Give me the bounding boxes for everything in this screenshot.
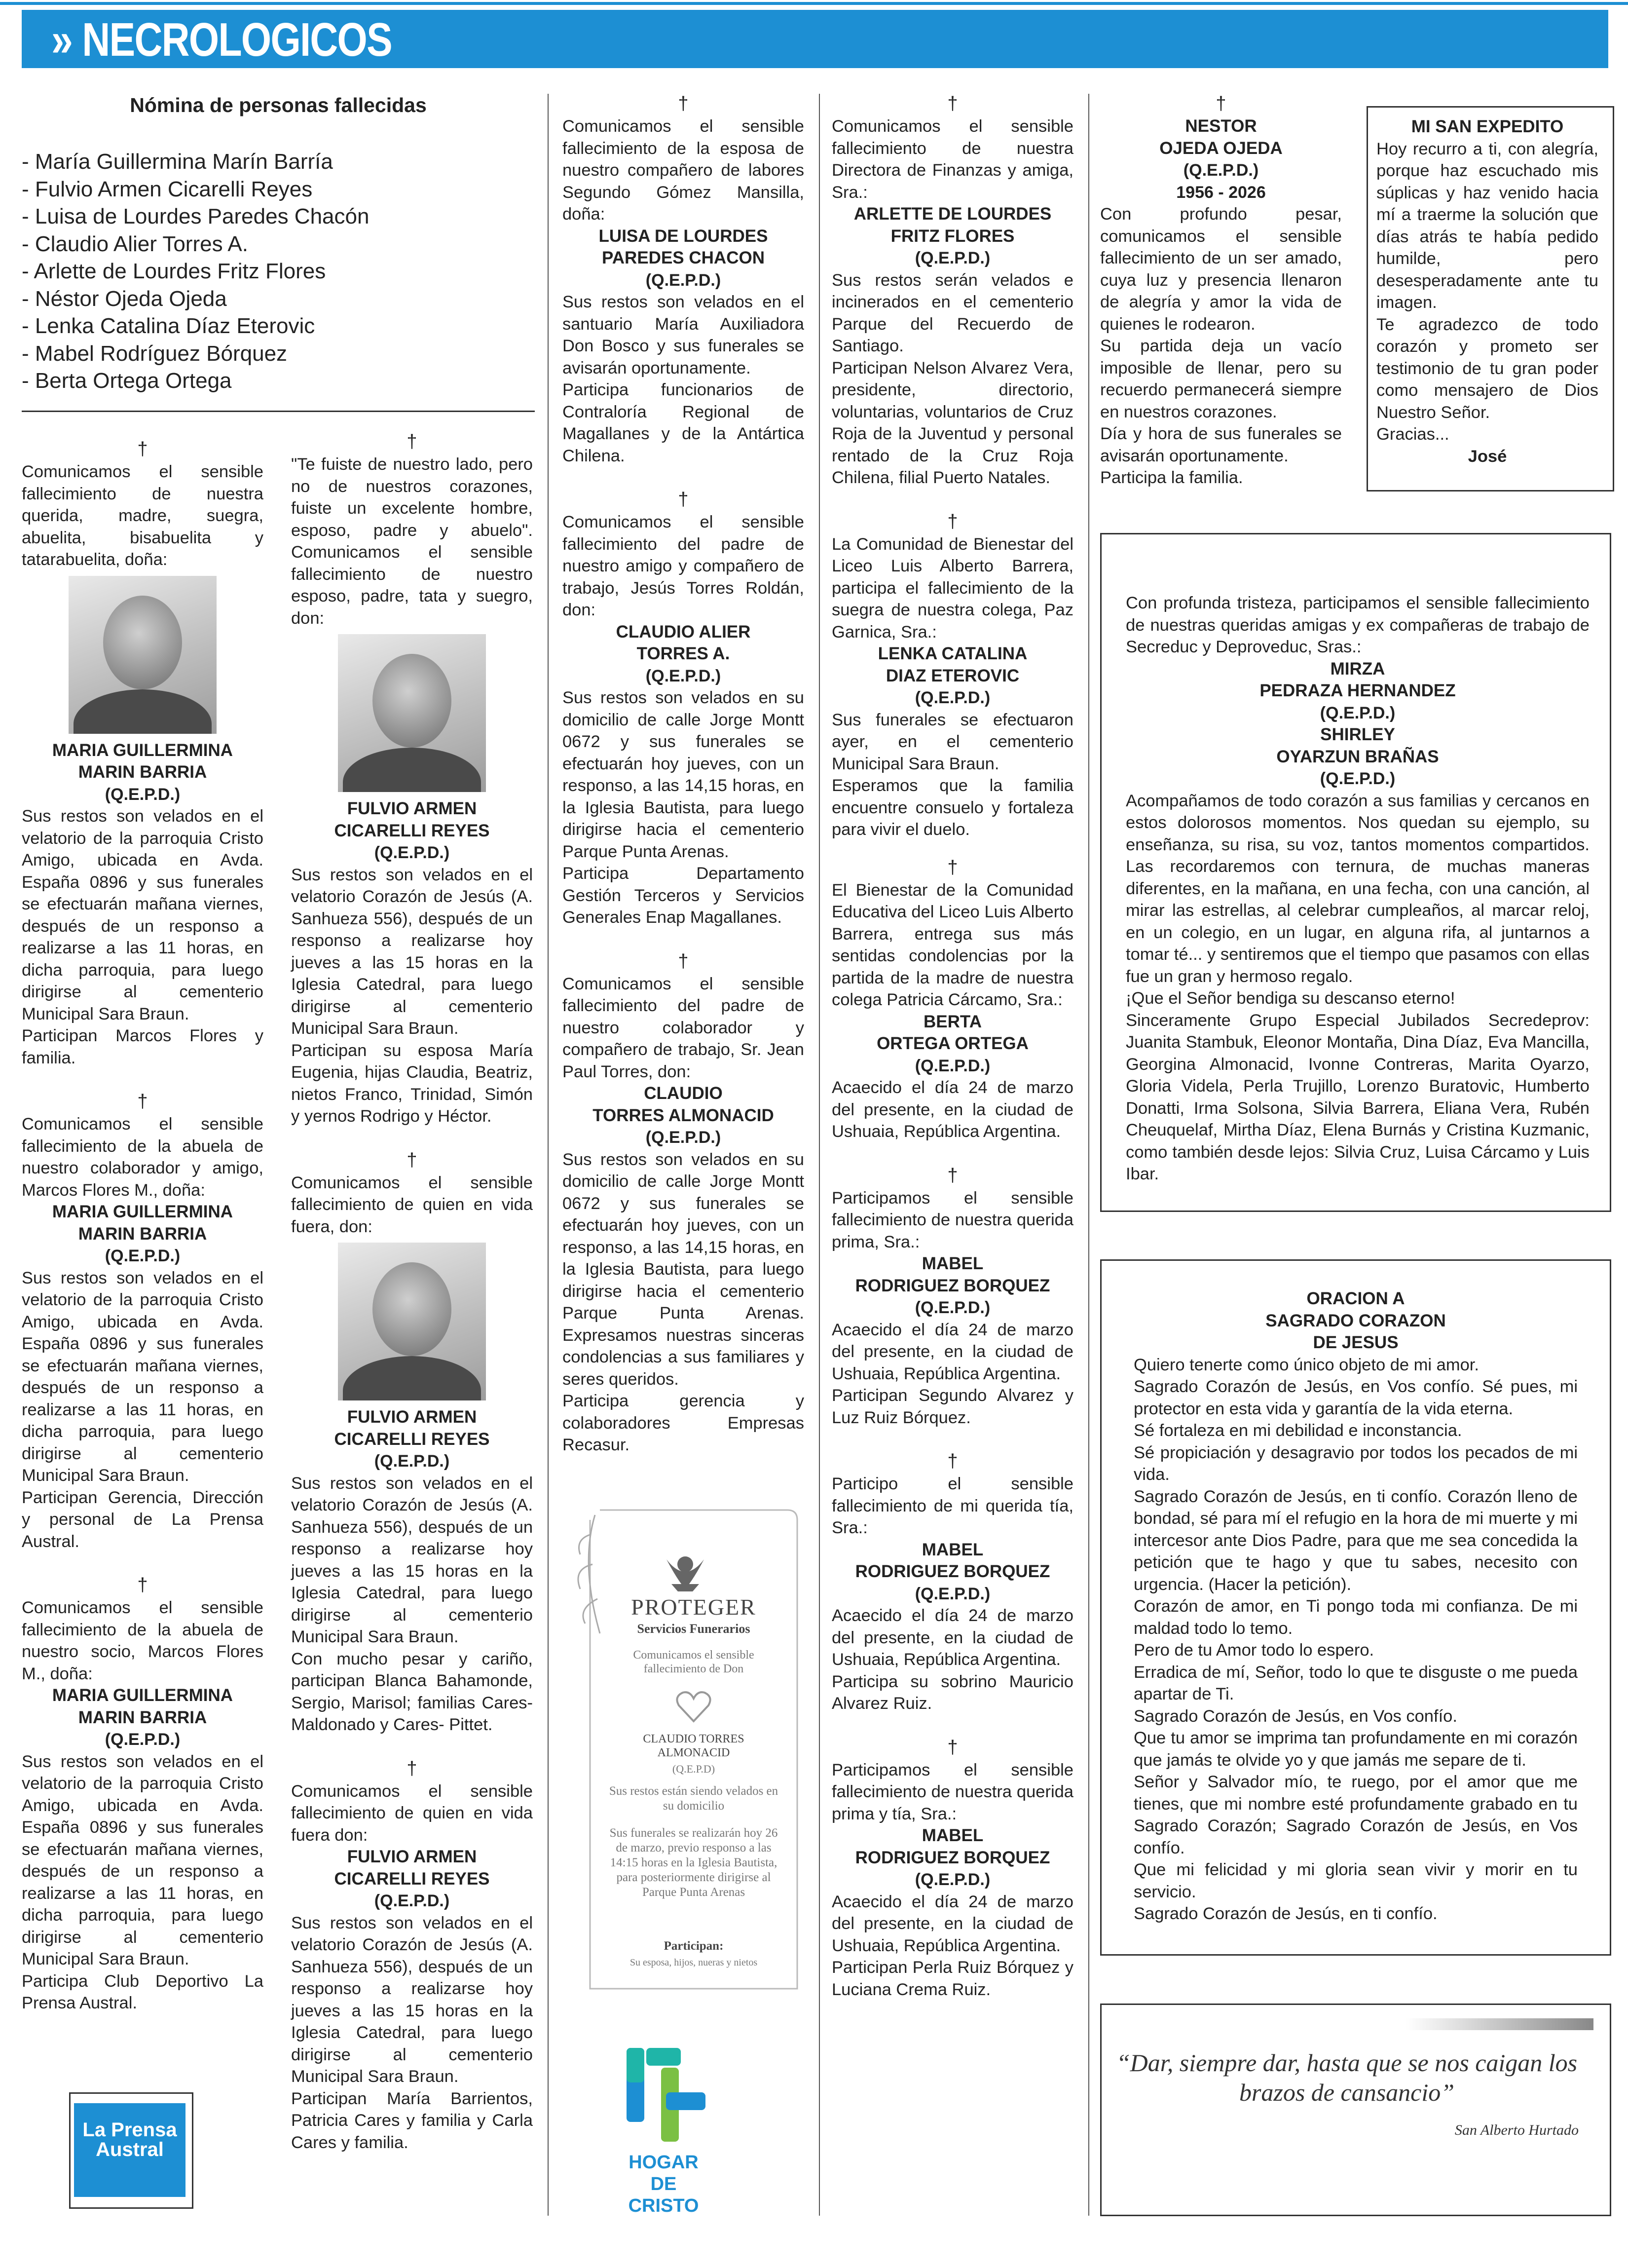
notice (22, 1092, 263, 1552)
qepd-label: (Q.E.P.D.) (1183, 161, 1259, 180)
notice (832, 94, 1073, 489)
prayer-line: Quiero tenerte como único objeto de mi amor. (1134, 1355, 1479, 1374)
notice (22, 439, 263, 1069)
proteger-brand: PROTEGER (631, 1594, 756, 1620)
notice-intro: Con profunda tristeza, participamos el sensible fallecimiento de nuestras queridas amigas y ex compañeras de trabajo de Secreduc y Deproveduc, Sras.: (1126, 594, 1590, 656)
notice-body: Sus funerales se efectuaron ayer, en el cementerio Municipal Sara Braun. (832, 710, 1073, 773)
qepd-label: (Q.E.P.D.) (645, 270, 721, 290)
oracion-prayer (1134, 1288, 1578, 1925)
deceased-surname: PAREDES CHACON (602, 248, 765, 267)
deceased-name: CLAUDIO ALIER (616, 622, 751, 642)
cross-icon: † (1216, 93, 1226, 114)
notice-signature: Sinceramente Grupo Especial Jubilados Secredeprov: Juanita Stambuk, Eleonor Montaña, Dina Díaz, Eva Mancilla, Georgina Almonacid, Ivonne Contreras, Marita Oyarzo, Gloria Videla, Perla Trujillo, Lorenzo Buratovic, Humberto Donatti, Irma Solsona, Silvia Barrera, Eliana Vera, Rubén Cheuquelaf, Mirtha Díaz, Elena Burnás y Cristina Kuzmanic, como también desde lejos: Silvia Cruz, Luisa Cárcamo y Luis Ibar. (1126, 1011, 1590, 1183)
column-5-nestor (1100, 94, 1342, 489)
notice-intro: "Te fuiste de nuestro lado, pero no de nuestros corazones, fuiste un excelente hombre, esposo, padre y abuelo". Comunicamos el sensible fallecimiento de nuestro esposo, padre, tata y suegro, don: (291, 455, 533, 628)
deceased-name: MARIA GUILLERMINA (52, 1202, 233, 1221)
deceased-surname: RODRIGUEZ BORQUEZ (855, 1276, 1050, 1295)
prayer-title: ORACION A (1306, 1289, 1405, 1308)
notice-signature: Participan Marcos Flores y familia. (22, 1026, 263, 1067)
section-banner (22, 10, 1608, 68)
column-divider (819, 94, 820, 2216)
qepd-label: (Q.E.P.D.) (105, 1730, 181, 1749)
notice-closing: ¡Que el Señor bendiga su descanso eterno! (1126, 989, 1455, 1008)
notice-signature: Participan Gerencia, Dirección y personal de La Prensa Austral. (22, 1488, 263, 1551)
notice-body: Sus restos son velados en el santuario María Auxiliadora Don Bosco y sus funerales se avisarán oportunamente. (562, 293, 804, 378)
notice-signature: Participa Departamento Gestión Terceros y Servicios Generales Enap Magallanes. (562, 864, 804, 927)
qepd-label: (Q.E.P.D.) (105, 1247, 181, 1265)
notice-intro: El Bienestar de la Comunidad Educativa del Liceo Luis Alberto Barrera, entrega sus más sentidas condolencias por la partida de la madre de nuestra colega Patricia Cárcamo, Sra.: (832, 880, 1073, 1009)
notice-signature: Participa funcionarios de Contraloría Regional de Magallanes y de la Antártica Chilena. (562, 380, 804, 465)
notice (291, 432, 533, 1128)
prayer-signature: José (1468, 447, 1507, 466)
prayer-line: Erradica de mí, Señor, todo lo que te disguste o me pueda apartar de Ti. (1134, 1663, 1578, 1703)
deceased-name: MABEL (922, 1826, 984, 1845)
nomina-list (22, 148, 535, 395)
prayer-line: Sé fortaleza en mi debilidad e inconstancia. (1134, 1421, 1462, 1440)
cross-icon: † (947, 93, 958, 114)
prayer-line: Que mi felicidad y mi gloria sean vivir y morir en tu servicio. (1134, 1860, 1578, 1901)
proteger-participan: Participan: (664, 1939, 724, 1953)
notice (832, 1451, 1073, 1715)
notice-body: Sus restos son velados en el velatorio de la parroquia Cristo Amigo, ubicada en Avda. España 0896 y sus funerales se efectuarán mañana viernes, después de un responso a realizarse a las 11 horas, en dicha parroquia, para luego dirigirse al cementerio Municipal Sara Braun. (22, 1752, 263, 1968)
proteger-surname: ALMONACID (657, 1746, 730, 1759)
notice-signature: Participa gerencia y colaboradores Empresas Recasur. (562, 1392, 804, 1454)
hogar-line1: HOGAR (629, 2152, 699, 2173)
notice-intro: Participo el sensible fallecimiento de mi querida tía, Sra.: (832, 1474, 1073, 1537)
notice (562, 94, 804, 467)
deceased-name: MARIA GUILLERMINA (52, 740, 233, 760)
notice-body: Sus restos son velados en el velatorio Corazón de Jesús (A. Sanhueza 556), después de un responso a realizarse hoy jueves a las 15 horas en la Iglesia Catedral, para luego dirigirse al cementerio Municipal Sara Braun. (291, 865, 533, 1038)
deceased-surname: MARIN BARRIA (78, 1707, 207, 1727)
deceased-surname: OYARZUN BRAÑAS (1276, 747, 1439, 766)
cross-icon: † (407, 1149, 417, 1171)
deceased-surname: ORTEGA ORTEGA (877, 1034, 1029, 1053)
deceased-name: LENKA CATALINA (878, 644, 1028, 663)
notice-body: Acaecido el día 24 de marzo del presente, en la ciudad de Ushuaia, República Argentina. (832, 1078, 1073, 1141)
nomina-item: - Arlette de Lourdes Fritz Flores (22, 259, 326, 283)
cross-icon: † (678, 93, 689, 114)
notice (291, 1150, 533, 1736)
notice-intro: Comunicamos el sensible fallecimiento de la abuela de nuestro colaborador y amigo, Marcos Flores M., doña: (22, 1115, 263, 1200)
prayer-line: Sé propiciación y desagravio por todos los pecados de mi vida. (1134, 1443, 1578, 1484)
notice-signature: Participan María Barrientos, Patricia Cares y familia y Carla Cares y familia. (291, 2089, 533, 2152)
nomina-item: - Luisa de Lourdes Paredes Chacón (22, 204, 370, 228)
notice-signature: Participan Perla Ruiz Bórquez y Luciana Crema Ruiz. (832, 1958, 1073, 1999)
qepd-label: (Q.E.P.D.) (915, 249, 991, 267)
nomina-item: - Mabel Rodríguez Bórquez (22, 341, 288, 366)
prayer-line: Sagrado Corazón de Jesús, en Vos confío. Sé pues, mi protector en esta vida y garantía de la vida eterna. (1134, 1377, 1578, 1418)
notice-intro: Participamos el sensible fallecimiento de nuestra querida prima y tía, Sra.: (832, 1760, 1073, 1823)
nomina-item: - Néstor Ojeda Ojeda (22, 286, 227, 311)
notice-signature: Participa su sobrino Mauricio Alvarez Ruiz. (832, 1672, 1073, 1713)
prayer-line: Sagrado Corazón de Jesús, en Vos confío. (1134, 1706, 1457, 1726)
cross-icon: † (947, 1165, 958, 1186)
deceased-name: FULVIO ARMEN (347, 1847, 477, 1866)
nomina-item: - Lenka Catalina Díaz Eterovic (22, 314, 315, 338)
notice-intro: Comunicamos el sensible fallecimiento de la esposa de nuestro compañero de labores Segundo Gómez Mansilla, doña: (562, 117, 804, 224)
column-4 (832, 94, 1073, 2001)
qepd-label: (Q.E.P.D.) (105, 785, 181, 804)
deceased-name: MARIA GUILLERMINA (52, 1686, 233, 1705)
qepd-label: (Q.E.P.D.) (915, 1056, 991, 1075)
qepd-label: (Q.E.P.D.) (1320, 769, 1396, 788)
proteger-intro: Comunicamos el sensible fallecimiento de Don (633, 1649, 754, 1675)
la-prensa-austral-logo: La Prensa Austral (74, 2103, 185, 2197)
hogar-de-cristo-logo (617, 2038, 710, 2216)
qepd-label: (Q.E.P.D.) (374, 843, 450, 862)
deceased-surname: CICARELLI REYES (334, 821, 490, 840)
notice-signature: Participan su esposa María Eugenia, hijas Claudia, Beatriz, nietos Franco, Trinidad, Simón y yernos Rodrigo y Héctor. (291, 1041, 533, 1126)
cross-icon: † (678, 489, 689, 510)
notice-intro: Comunicamos el sensible fallecimiento de nuestra querida, madre, suegra, abuelita, bisabuelita y tatarabuelita, doña: (22, 462, 263, 569)
deceased-surname: MARIN BARRIA (78, 1224, 207, 1244)
column-divider (548, 94, 549, 2216)
quote-author: San Alberto Hurtado (1454, 2122, 1579, 2138)
cross-icon: † (947, 1737, 958, 1758)
deceased-surname: CICARELLI REYES (334, 1429, 490, 1449)
cross-icon: † (947, 857, 958, 878)
qepd-label: (Q.E.P.D.) (374, 1891, 450, 1910)
quote-frame (1100, 2003, 1611, 2216)
deceased-surname: OJEDA OJEDA (1159, 138, 1283, 158)
proteger-sub: Servicios Funerarios (637, 1622, 750, 1636)
qepd-label: (Q.E.P.D.) (645, 1128, 721, 1147)
notice (562, 951, 804, 1456)
nomina-item: - Berta Ortega Ortega (22, 369, 232, 393)
deceased-name: ARLETTE DE LOURDES (853, 204, 1052, 224)
notice-body: Sus restos son velados en su domicilio de calle Jorge Montt 0672 y sus funerales se efectuarán hoy jueves, con un responso, a las 14,15 horas, en la Iglesia Bautista, para luego dirigirse hacia el cementerio Parque Punta Arenas. Expresamos nuestras sinceras condolencias a sus familiares y seres queridos. (562, 1150, 804, 1389)
nomina-item: - María Guillermina Marín Barría (22, 150, 333, 174)
deceased-surname: RODRIGUEZ BORQUEZ (855, 1848, 1050, 1867)
deceased-name: NESTOR (1185, 116, 1257, 136)
notice-intro: Comunicamos el sensible fallecimiento de quien en vida fuera don: (291, 1781, 533, 1845)
san-expedito-prayer (1376, 116, 1598, 467)
deceased-name: FULVIO ARMEN (347, 799, 477, 818)
notice-body: Sus restos son velados en el velatorio Corazón de Jesús (A. Sanhueza 556), después de un responso a realizarse hoy jueves a las 15 horas en la Iglesia Catedral, para luego dirigirse al cementerio Municipal Sara Braun. (291, 1474, 533, 1646)
deceased-name: SHIRLEY (1320, 725, 1395, 744)
prayer-paragraph: Hoy recurro a ti, con alegría, porque haz escuchado mis súplicas y haz venido hacia mí a traerme la solución que días atrás te había pedido humilde, pero desesperadamente ante tu imagen. (1376, 139, 1598, 312)
notice-intro: Comunicamos el sensible fallecimiento del padre de nuestro amigo y compañero de trabajo, Jesús Torres Roldán, don: (562, 513, 804, 619)
deceased-name: BERTA (924, 1012, 982, 1031)
qepd-label: (Q.E.P.D.) (374, 1452, 450, 1471)
deceased-surname: DIAZ ETEROVIC (886, 666, 1020, 685)
notice-body: Sus restos son velados en su domicilio de calle Jorge Montt 0672 y sus funerales se efectuarán hoy jueves, con un responso, a las 14,15 horas, en la Iglesia Bautista, para luego dirigirse hacia el cementerio Parque Punta Arenas. (562, 688, 804, 861)
prayer-title: SAGRADO CORAZON (1265, 1311, 1446, 1330)
deceased-surname: MARIN BARRIA (78, 762, 207, 782)
column-1 (22, 439, 263, 2014)
column-3 (562, 94, 804, 1456)
cross-icon: † (137, 1575, 148, 1595)
notice-body: Con profundo pesar, comunicamos el sensible fallecimiento de un ser amado, cuya luz y presencia llenaron de alegría y amor la vida de quienes le rodearon. (1100, 205, 1342, 334)
deceased-surname: PEDRAZA HERNANDEZ (1259, 681, 1456, 700)
notice-body: Día y hora de sus funerales se avisarán oportunamente. (1100, 424, 1342, 465)
notice (832, 1166, 1073, 1429)
deceased-surname: RODRIGUEZ BORQUEZ (855, 1562, 1050, 1581)
notice-intro: Comunicamos el sensible fallecimiento del padre de nuestro colaborador y compañero de trabajo, Sr. Jean Paul Torres, don: (562, 974, 804, 1081)
notice-body: Sus restos son velados en el velatorio Corazón de Jesús (A. Sanhueza 556), después de un responso a realizarse hoy jueves a las 15 horas en la Iglesia Catedral, para luego dirigirse al cementerio Municipal Sara Braun. (291, 1913, 533, 2086)
proteger-body: Sus restos están siendo velados en su domicilio (609, 1784, 778, 1813)
notice-body: Acaecido el día 24 de marzo del presente, en la ciudad de Ushuaia, República Argentina. (832, 1320, 1073, 1383)
deceased-name: MABEL (922, 1540, 984, 1559)
life-years: 1956 - 2026 (1176, 183, 1266, 202)
section-title: » NECROLOGICOS (51, 13, 392, 66)
qepd-label: (Q.E.P.D.) (915, 1298, 991, 1317)
deceased-name: FULVIO ARMEN (347, 1407, 477, 1427)
notice-intro: Comunicamos el sensible fallecimiento de la abuela de nuestro socio, Marcos Flores M., doña: (22, 1598, 263, 1683)
notice (22, 1575, 263, 2014)
prayer-line: Sagrado Corazón de Jesús, en ti confío. (1134, 1904, 1438, 1923)
cross-icon: † (947, 1451, 958, 1472)
quote-brush-stroke (1406, 2018, 1593, 2030)
portrait-photo (338, 1243, 486, 1400)
proteger-ad (570, 1505, 800, 1999)
notice (832, 512, 1073, 841)
deceased-name: MIRZA (1330, 659, 1385, 679)
nomina-divider (22, 411, 535, 412)
cross-icon: † (137, 1091, 148, 1112)
column-divider (1088, 94, 1089, 2216)
heart-icon (674, 1687, 713, 1726)
prayer-title: DE JESUS (1313, 1333, 1399, 1352)
prayer-line: Sagrado Corazón de Jesús, en ti confío. Corazón lleno de bondad, sé para mí el refugio en la hora de mi muerte y mi intercesor ante Dios Padre, para que me sea concedida la petición que te hago y que tu sabes, necesito con urgencia. (Hacer la petición). (1134, 1487, 1578, 1594)
proteger-logo-icon (666, 1556, 704, 1591)
nomina-item: - Claudio Alier Torres A. (22, 231, 248, 256)
notice-body: Sus restos son velados en el velatorio de la parroquia Cristo Amigo, ubicada en Avda. España 0896 y sus funerales se efectuarán mañana viernes, después de un responso a realizarse a las 11 horas, en dicha parroquia, para luego dirigirse al cementerio Municipal Sara Braun. (22, 807, 263, 1023)
nomina-item: - Fulvio Armen Cicarelli Reyes (22, 177, 313, 201)
prayer-line: Señor y Salvador mío, te ruego, por el amor que me tienes, que mi nombre esté profundamente grabado en tu Sagrado Corazón; Sagrado Corazón de Jesús, en Vos confío. (1134, 1773, 1578, 1857)
deceased-name: CLAUDIO (644, 1084, 723, 1103)
deceased-surname: TORRES ALMONACID (592, 1105, 774, 1125)
notice-intro: La Comunidad de Bienestar del Liceo Luis Alberto Barrera, participa el fallecimiento de la suegra de nuestra colega, Paz Garnica, Sra.: (832, 534, 1073, 642)
notice-signature: Esperamos que la familia encuentre consuelo y fortaleza para vivir el duelo. (832, 776, 1073, 839)
notice-body: Acaecido el día 24 de marzo del presente, en la ciudad de Ushuaia, República Argentina. (832, 1606, 1073, 1669)
prayer-paragraph: Gracias... (1376, 425, 1449, 444)
notice-body: Acaecido el día 24 de marzo del presente, en la ciudad de Ushuaia, República Argentina. (832, 1892, 1073, 1955)
hogar-line2: DE CRISTO (628, 2174, 699, 2216)
notice-intro: Participamos el sensible fallecimiento de nuestra querida prima, Sra.: (832, 1188, 1073, 1251)
portrait-photo (338, 634, 486, 792)
cross-icon: † (678, 950, 689, 972)
deceased-name: MABEL (922, 1254, 984, 1273)
quote-text: “Dar, siempre dar, hasta que se nos caigan los brazos de cansancio” (1116, 2049, 1578, 2106)
prayer-paragraph: Te agradezco de todo corazón y prometo ser testimonio de tu gran poder como mensajero de Dios Nuestro Señor. (1376, 315, 1598, 422)
cross-icon: † (407, 431, 417, 452)
notice-body: Sus restos son velados en el velatorio de la parroquia Cristo Amigo, ubicada en Avda. España 0896 y sus funerales se efectuarán mañana viernes, después de un responso a realizarse a las 11 horas, en dicha parroquia, para luego dirigirse al cementerio Municipal Sara Braun. (22, 1268, 263, 1485)
column-2 (291, 432, 533, 2154)
deceased-surname: CICARELLI REYES (334, 1869, 490, 1889)
notice (562, 490, 804, 929)
notice-body: Acompañamos de todo corazón a sus familias y cercanos en estos dolorosos momentos. Nos quedan su ejemplo, su enseñanza, su risa, su voz, tantos momentos compartidos. Las recordaremos con ternura, de muchas maneras diferentes, en la mañana, en una fecha, con una canción, al mirar las estrellas, al celebrar cumpleaños, al marcar reloj, en un colegio, en un lugar, en alguna rifa, al juntarnos a tomar té... y sentiremos que el tiempo que pasamos con ellas fue un gran y hermoso regalo. (1126, 791, 1590, 986)
proteger-signature: Su esposa, hijos, nueras y nietos (629, 1957, 758, 1968)
cross-icon: † (137, 439, 148, 459)
qepd-label: (Q.E.P.D.) (1320, 703, 1396, 722)
deceased-name: LUISA DE LOURDES (598, 226, 768, 246)
notice-body: Su partida deja un vacío imposible de llenar, pero su recuerdo permanecerá siempre en nuestros corazones. (1100, 337, 1342, 421)
proteger-qepd: (Q.E.P.D) (672, 1763, 715, 1775)
prayer-title: MI SAN EXPEDITO (1411, 117, 1564, 136)
qepd-label: (Q.E.P.D.) (915, 1870, 991, 1889)
notice (291, 1759, 533, 2154)
proteger-funeral: Sus funerales se realizarán hoy 26 de marzo, previo responso a las 14:15 horas en la Iglesia Bautista, para posteriormente dirigirse al Parque Punta Arenas (609, 1826, 778, 1899)
hogar-de-cristo-icon (617, 2038, 710, 2147)
notice-signature: Participa la familia. (1100, 468, 1243, 487)
notice-body: Sus restos serán velados e incinerados en el cementerio Parque del Recuerdo de Santiago. (832, 270, 1073, 355)
qepd-label: (Q.E.P.D.) (645, 666, 721, 685)
prayer-line: Pero de tu Amor todo lo espero. (1134, 1641, 1374, 1660)
proteger-name: CLAUDIO TORRES (643, 1733, 744, 1745)
deceased-surname: FRITZ FLORES (890, 226, 1015, 246)
prayer-lines (1134, 1354, 1578, 1925)
notice-signature: Participan Nelson Alvarez Vera, presidente, directorio, voluntarias, voluntarios de Cruz Roja de la Juventud y personal rentado de la Cruz Roja Chilena, filial Puerto Natales. (832, 358, 1073, 487)
prayer-line: Que tu amor se imprima tan profundamente en mi corazón que jamás te olvide yo y que jamás me separe de ti. (1134, 1729, 1578, 1770)
deceased-surname: TORRES A. (636, 644, 730, 663)
notice-signature: Participan Segundo Alvarez y Luz Ruiz Bórquez. (832, 1386, 1073, 1427)
notice-signature: Participa Club Deportivo La Prensa Austral. (22, 1971, 263, 2012)
qepd-label: (Q.E.P.D.) (915, 1584, 991, 1603)
notice (832, 858, 1073, 1143)
nomina-title: Nómina de personas fallecidas (130, 94, 427, 116)
notice-signature: Con mucho pesar y cariño, participan Blanca Bahamonde, Sergio, Marisol; familias Cares- Maldonado y Cares- Pittet. (291, 1649, 533, 1734)
secreduc-notice (1126, 592, 1590, 1185)
top-rule (0, 2, 1628, 5)
qepd-label: (Q.E.P.D.) (915, 688, 991, 707)
prayer-line: Corazón de amor, en Ti pongo toda mi confianza. De mi maldad todo lo temo. (1134, 1597, 1578, 1638)
notice-intro: Comunicamos el sensible fallecimiento de quien en vida fuera, don: (291, 1173, 533, 1236)
cross-icon: † (947, 511, 958, 532)
notice-intro: Comunicamos el sensible fallecimiento de nuestra Directora de Finanzas y amiga, Sra.: (832, 117, 1073, 202)
cross-icon: † (407, 1758, 417, 1779)
portrait-photo (69, 576, 217, 734)
notice (832, 1738, 1073, 2001)
